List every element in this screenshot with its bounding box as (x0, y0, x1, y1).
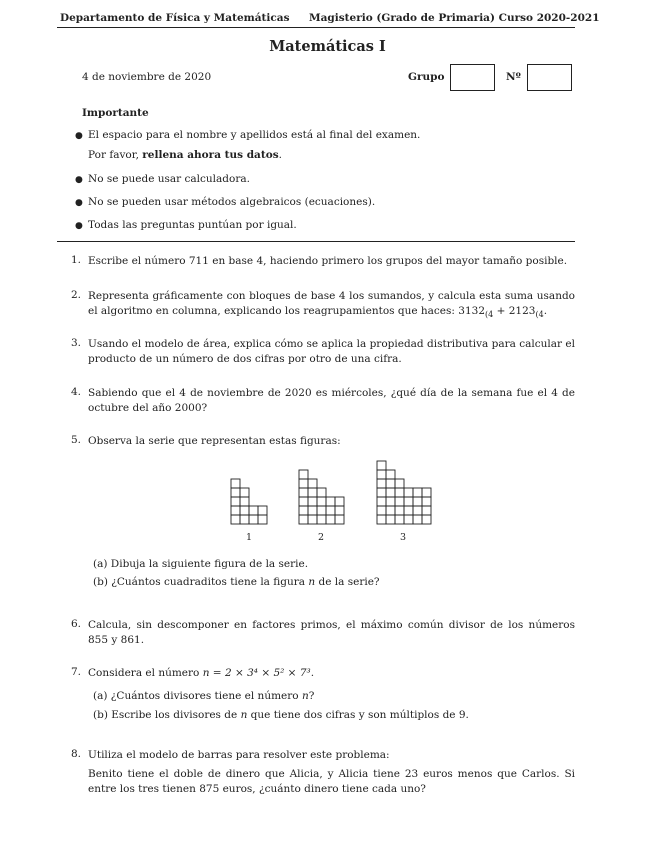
block-square (422, 506, 431, 515)
q2-end: . (543, 305, 548, 317)
question-5-text: Observa la serie que representan estas figuras: (88, 435, 341, 447)
block-square (308, 506, 317, 515)
q2-plus: + (493, 305, 509, 317)
block-square (335, 497, 344, 506)
important-item: No se pueden usar métodos algebraicos (ecuaciones). (88, 196, 376, 208)
block-square (326, 497, 335, 506)
block-square (299, 488, 308, 497)
block-square (386, 506, 395, 515)
q5-part-a: (a) Dibuja la siguiente figura de la serie. (93, 558, 309, 570)
important-heading: Importante (82, 107, 149, 119)
number-label: Nº (506, 71, 521, 83)
question-6-text: Calcula, sin descomponer en factores primos, el máximo común divisor de los números 855 y 861. (88, 619, 575, 646)
block-square (299, 470, 308, 479)
bullet-dot: ● (75, 175, 83, 185)
q2-base-b: (4 (535, 310, 544, 320)
question-4-text: Sabiendo que el 4 de noviembre de 2020 es miércoles, ¿qué día de la semana fue el 4 de octubre del año 2000? (88, 387, 575, 414)
question-number: 1. (71, 254, 82, 266)
important-item: Todas las preguntas puntúan por igual. (88, 219, 297, 231)
block-square (249, 506, 258, 515)
block-square (413, 497, 422, 506)
figure-3 (377, 461, 431, 524)
q2-num-b: 2123 (508, 305, 536, 317)
note-suffix: . (278, 149, 282, 161)
block-square (377, 497, 386, 506)
block-square (240, 497, 249, 506)
block-square (231, 497, 240, 506)
number-box[interactable] (527, 64, 572, 91)
block-square (258, 515, 267, 524)
block-square (413, 506, 422, 515)
block-square (326, 506, 335, 515)
block-square (317, 497, 326, 506)
bullet-dot: ● (75, 198, 83, 208)
important-item: El espacio para el nombre y apellidos está al final del examen. (88, 129, 421, 141)
block-square (231, 506, 240, 515)
block-square (422, 515, 431, 524)
q7a-var: n (301, 690, 309, 702)
block-square (395, 515, 404, 524)
q7b-pre: (b) Escribe los divisores de (93, 709, 241, 721)
block-square (413, 488, 422, 497)
block-square (404, 497, 413, 506)
block-square (404, 488, 413, 497)
block-square (299, 497, 308, 506)
block-square (299, 506, 308, 515)
block-square (413, 515, 422, 524)
block-square (395, 506, 404, 515)
q5b-var: n (308, 576, 316, 588)
block-square (240, 506, 249, 515)
block-square (299, 479, 308, 488)
block-square (377, 515, 386, 524)
figure-label-1: 1 (246, 532, 253, 543)
figure-1 (231, 479, 267, 524)
block-square (249, 515, 258, 524)
question-number: 5. (71, 434, 82, 446)
q7-part-a (93, 689, 314, 704)
block-square (317, 488, 326, 497)
question-8-problem: Benito tiene el doble de dinero que Alicia, y Alicia tiene 23 euros menos que Carlos. Si entre los tres tienen 875 euros, ¿cuánto dinero tiene cada uno? (88, 768, 575, 795)
block-square (335, 506, 344, 515)
question-1-text: Escribe el número 711 en base 4, haciendo primero los grupos del mayor tamaño posible. (88, 255, 568, 267)
q2-body: Representa gráficamente con bloques de base 4 los sumandos, y calcula esta suma usando el algoritmo en columna, explicando los reagrupamientos que haces: (88, 290, 575, 317)
block-square (299, 515, 308, 524)
block-square (335, 515, 344, 524)
question-number: 6. (71, 618, 82, 630)
block-square (308, 497, 317, 506)
block-square (395, 479, 404, 488)
q5-part-b (93, 575, 380, 590)
note-bold: rellena ahora tus datos (142, 149, 279, 161)
q5b-pre: (b) ¿Cuántos cuadraditos tiene la figura (93, 576, 309, 588)
question-2-text (88, 289, 575, 322)
block-square (386, 497, 395, 506)
block-square (377, 470, 386, 479)
block-square (231, 515, 240, 524)
bullet-dot: ● (75, 221, 83, 231)
note-prefix: Por favor, (88, 149, 143, 161)
block-square (377, 479, 386, 488)
block-square (240, 488, 249, 497)
block-square (404, 515, 413, 524)
q7a-post: ? (308, 690, 315, 702)
question-number: 2. (71, 289, 82, 301)
question-number: 4. (71, 386, 82, 398)
block-square (308, 488, 317, 497)
block-square (404, 506, 413, 515)
figure-2 (299, 470, 344, 524)
block-square (317, 506, 326, 515)
question-7-text (88, 666, 575, 681)
question-8-text: Utiliza el modelo de barras para resolver este problema: (88, 749, 390, 761)
q7b-post: que tiene dos cifras y son múltiplos de 9. (247, 709, 469, 721)
block-square (317, 515, 326, 524)
exam-date: 4 de noviembre de 2020 (82, 71, 212, 83)
figure-label-3: 3 (400, 532, 407, 543)
q2-num-a: 3132 (458, 305, 486, 317)
group-box[interactable] (450, 64, 495, 91)
q2-base-a: (4 (485, 310, 494, 320)
question-3-text: Usando el modelo de área, explica cómo se aplica la propiedad distributiva para calcular el producto de un número de dos cifras por otro de una cifra. (88, 338, 575, 365)
header-department: Departamento de Física y Matemáticas (60, 12, 290, 24)
block-square (258, 506, 267, 515)
bullet-dot: ● (75, 131, 83, 141)
block-square (231, 488, 240, 497)
question-number: 7. (71, 666, 82, 678)
block-square (395, 488, 404, 497)
block-square (377, 488, 386, 497)
block-square (326, 515, 335, 524)
block-square (386, 470, 395, 479)
q7b-var: n (240, 709, 248, 721)
block-square (422, 497, 431, 506)
question-number: 3. (71, 337, 82, 349)
exam-title: Matemáticas I (269, 38, 386, 55)
header-rule (57, 27, 575, 28)
block-square (308, 515, 317, 524)
section-rule (57, 241, 575, 242)
block-square (395, 497, 404, 506)
figure-label-2: 2 (318, 532, 325, 543)
block-square (386, 488, 395, 497)
block-square (308, 479, 317, 488)
block-square (377, 506, 386, 515)
q7-post: . (310, 667, 315, 679)
group-label: Grupo (408, 71, 445, 83)
block-square (231, 479, 240, 488)
q7a-pre: (a) ¿Cuántos divisores tiene el número (93, 690, 302, 702)
header-course: Magisterio (Grado de Primaria) Curso 2020-2021 (309, 12, 600, 24)
q7-part-b (93, 708, 469, 723)
block-square (422, 488, 431, 497)
question-number: 8. (71, 748, 82, 760)
q7-expr: n = 2 × 3⁴ × 5² × 7³ (202, 667, 311, 679)
important-note (88, 148, 282, 163)
block-square (240, 515, 249, 524)
block-square (386, 479, 395, 488)
important-item: No se puede usar calculadora. (88, 173, 250, 185)
q5b-post: de la serie? (315, 576, 380, 588)
q7-pre: Considera el número (88, 667, 203, 679)
block-square (377, 461, 386, 470)
block-figures (220, 455, 450, 530)
block-square (386, 515, 395, 524)
